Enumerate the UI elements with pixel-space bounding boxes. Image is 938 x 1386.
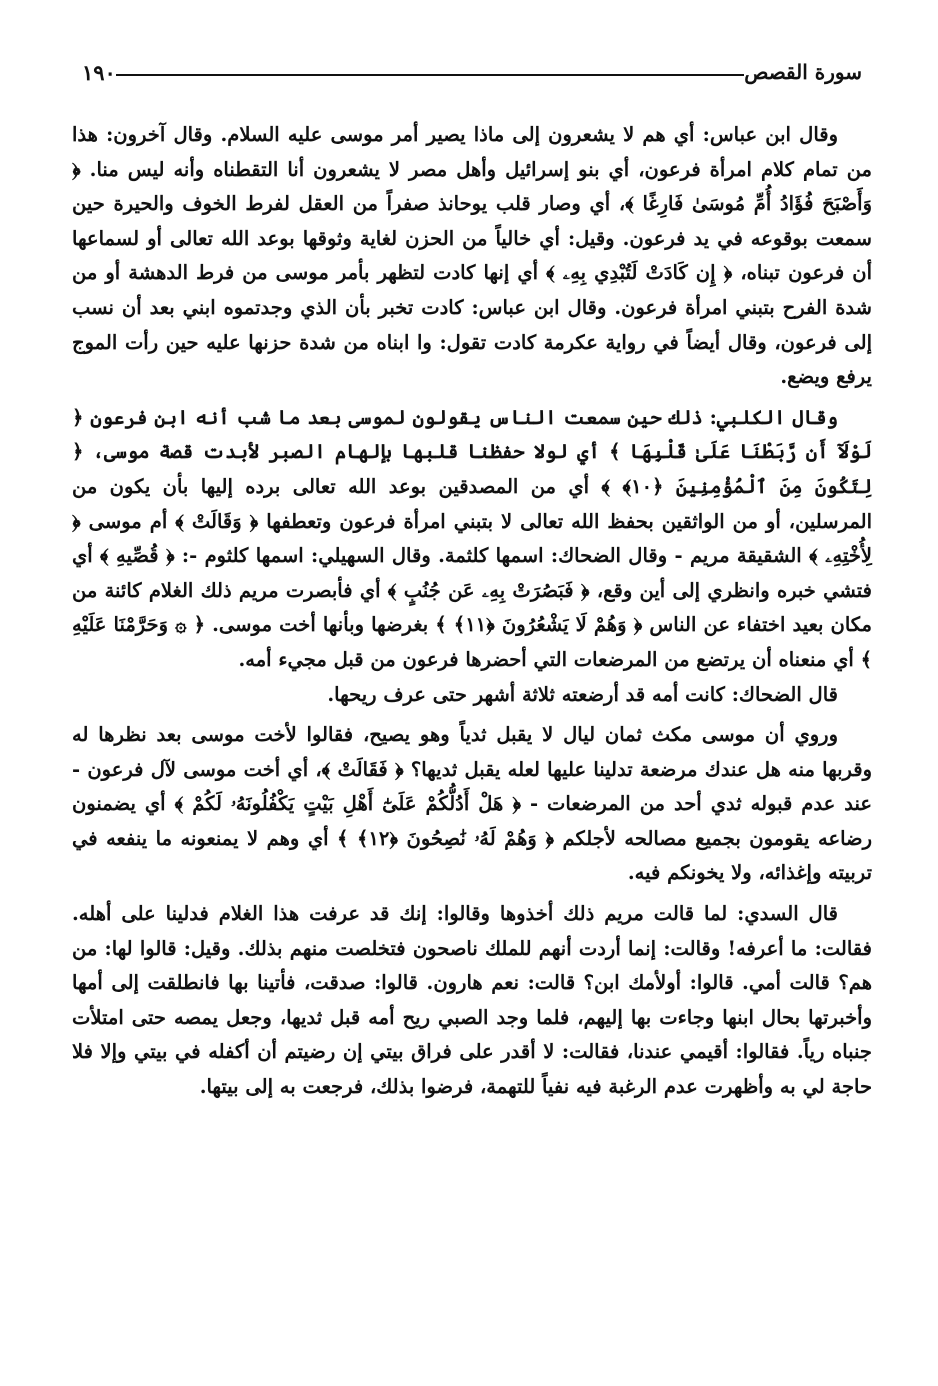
body-text	[72, 118, 872, 1105]
paragraph: وقال ابن عباس: أي هم لا يشعرون إلى ماذا يصير أمر موسى عليه السلام. وقال آخرون: هذا من تمام كلام امرأة فرعون، أي بنو إسرائيل وأهل مصر لا يشعرون أنا التقطناه وأنه ليس منا. ﴿ وَأَصْبَحَ فُؤَادُ أُمِّ مُوسَىٰ فَارِغًا ﴾، أي وصار قلب يوحانذ صفراً من العقل لفرط الخوف والحيرة حين سمعت بوقوعه في يد فرعون. وقيل: أي خالياً من الحزن لغاية وثوقها بوعد الله تعالى أو لسماعها أن فرعون تبناه، ﴿ إِن كَادَتْ لَتُبْدِي بِهِۦ ﴾ أي إنها كادت لتظهر بأمر موسى من فرط الدهشة أو من شدة الفرح بتبني امرأة فرعون. وقال ابن عباس: كادت تخبر بأن الذي وجدتموه ابني بعد أن نسب إلى فرعون، وقال أيضاً في رواية عكرمة كادت تقول: وا ابناه من شدة حزنها عليه حين رأت الموج يرفع ويضع.	[72, 123, 872, 389]
page-header	[72, 50, 872, 94]
surah-title: سورة القصص	[744, 60, 862, 84]
paragraph: وروي أن موسى مكث ثمان ليال لا يقبل ثدياً وهو يصيح، فقالوا لأخت موسى بعد نظرها له وقربها منه هل عندك مرضعة تدلينا عليها لعله يقبل ثديها؟ ﴿ فَقَالَتْ ﴾، أي أخت موسى لآل فرعون - عند عدم قبوله ثدي أحد من المرضعات - ﴿ هَلْ أَدُلُّكُمْ عَلَىٰٓ أَهْلِ بَيْتٍ يَكْفُلُونَهُۥ لَكُمْ ﴾ أي يضمنون رضاعه يقومون بجميع مصالحه لأجلكم ﴿ وَهُمْ لَهُۥ نَٰصِحُونَ ﴿١٢﴾ ﴾ أي وهم لا يمنعونه ما ينفعه في تربيته وإغذائه، ولا يخونكم فيه.	[72, 723, 872, 885]
page-number: ١٩٠	[82, 59, 116, 85]
paragraph: قال الضحاك: كانت أمه قد أرضعته ثلاثة أشهر حتى عرف ريحها.	[327, 682, 838, 706]
paragraph: قال السدي: لما قالت مريم ذلك أخذوها وقالوا: إنك قد عرفت هذا الغلام فدلينا على أهله. فقالت: ما أعرفه! وقالت: إنما أردت أنهم للملك ناصحون فتخلصت منهم بذلك. وقيل: قالوا لها: من هم؟ قالت أمي. قالوا: أولأمك ابن؟ قالت: نعم هارون. قالوا: صدقت، فأتينا بها فانطلقت إلى أمها وأخبرتها بحال ابنها وجاءت بها إليهم، فلما وجد الصبي ريح أمه قبل ثديها، وجعل يمصه حتى امتلأت جنباه رياً. فقالوا: أقيمي عندنا، فقالت: لا أقدر على فراق بيتي إن رضيتم أن أكفله في بيتي وإلا فلا حاجة لي به وأظهرت عدم الرغبة فيه نفياً للتهمة، فرضوا بذلك، فرجعت به إلى بيتها.	[72, 902, 872, 1099]
document-page	[72, 50, 872, 1350]
header-divider	[116, 74, 744, 76]
paragraph: وقال الكلبي: ذلك حين سمعت الناس يقولون لموسى بعد ما شب أنه ابن فرعون ﴿ لَوْلَآ أَن رَّبَطْنَا عَلَىٰ قَلْبِهَا ﴾ أي لولا حفظنا قلبها بإلهام الصبر لأبدت قصة موسى، ﴿ لِتَكُونَ مِنَ ٱلْمُؤْمِنِينَ ﴿١٠﴾ ﴾ أي من المصدقين بوعد الله تعالى برده إليها بأن يكون من المرسلين، أو من الواثقين بحفظ الله تعالى لا بتبني امرأة فرعون وتعطفها ﴿ وَقَالَتْ ﴾ أم موسى ﴿ لِأُخْتِهِۦ ﴾ الشقيقة مريم - وقال الضحاك: اسمها كلثمة. وقال السهيلي: اسمها كلثوم -: ﴿ قُصِّيهِ ﴾ أي فتشي خبره وانظري إلى أين وقع، ﴿ فَبَصُرَتْ بِهِۦ عَن جُنُبٍ ﴾ أي فأبصرت مريم ذلك الغلام كائنة من مكان بعيد اختفاء عن الناس ﴿ وَهُمْ لَا يَشْعُرُونَ ﴿١١﴾ ﴾ بغرضها وبأنها أخت موسى. ﴿ ۞ وَحَرَّمْنَا عَلَيْهِ ﴾ أي منعناه أن يرتضع من المرضعات التي أحضرها فرعون من قبل مجيء أمه.	[72, 405, 873, 671]
